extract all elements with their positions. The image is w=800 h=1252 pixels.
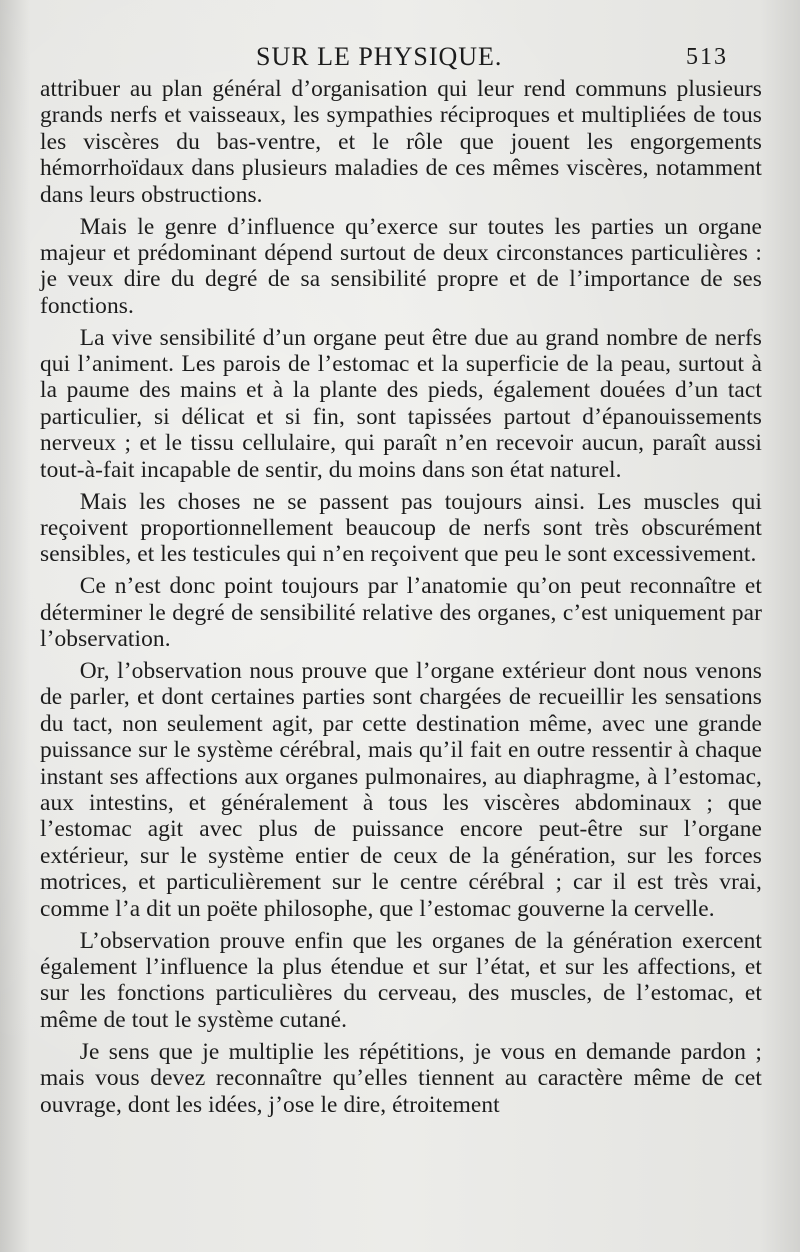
paragraph-8: Je sens que je multiplie les répétitions, je vous en demande pardon ; mais vous devez reconnaître qu’elles tiennent au caractère même de cet ouvrage, dont les idées, j’ose le dire, étroitement (40, 1038, 762, 1118)
body-text (40, 76, 762, 1123)
paragraph-5: Ce n’est donc point toujours par l’anatomie qu’on peut reconnaître et déterminer le degré de sensibilité relative des organes, c’est uniquement par l’observation. (40, 573, 762, 653)
paragraph-3: La vive sensibilité d’un organe peut être due au grand nombre de nerfs qui l’animent. Les parois de l’estomac et la superficie de la peau, surtout à la paume des mains et à la plante des pieds, également douées d’un tact particulier, si délicat et si fin, sont tapissées partout d’épanouissements nerveux ; et le tissu cellulaire, qui paraît n’en recevoir aucun, paraît aussi tout-à-fait incapable de sentir, du moins dans son état naturel. (40, 324, 762, 483)
running-title: SUR LE PHYSIQUE. (256, 42, 503, 71)
paragraph-6: Or, l’observation nous prouve que l’organe extérieur dont nous venons de parler, et dont certaines parties sont chargées de recueillir les sensations du tact, non seulement agit, par cette destination même, avec une grande puissance sur le système cérébral, mais qu’il fait en outre ressentir à chaque instant ses affections aux organes pulmonaires, au diaphragme, à l’estomac, aux intestins, et généralement à tous les viscères abdominaux ; que l’estomac agit avec plus de puissance encore peut-être sur l’organe extérieur, sur le système entier de ceux de la génération, sur les forces motrices, et particulièrement sur le centre cérébral ; car il est très vrai, comme l’a dit un poëte philosophe, que l’estomac gouverne la cervelle. (40, 658, 762, 922)
paragraph-2: Mais le genre d’influence qu’exerce sur toutes les parties un organe majeur et prédominant dépend surtout de deux circonstances particulières : je veux dire du degré de sa sensibilité propre et de l’importance de ses fonctions. (40, 213, 762, 319)
paragraph-7: L’observation prouve enfin que les organes de la génération exercent également l’influence la plus étendue et sur l’état, et sur les affections, et sur les fonctions particulières du cerveau, des muscles, de l’estomac, et même de tout le système cutané. (40, 927, 762, 1033)
paragraph-4: Mais les choses ne se passent pas toujours ainsi. Les muscles qui reçoivent proportionnellement beaucoup de nerfs sont très obscurément sensibles, et les testicules qui n’en reçoivent que peu le sont excessivement. (40, 488, 762, 568)
paragraph-1: attribuer au plan général d’organisation qui leur rend communs plusieurs grands nerfs et vaisseaux, les sympathies réciproques et multipliées de tous les viscères du bas-ventre, et le rôle que jouent les engorgements hémorrhoïdaux dans plusieurs maladies de ces mêmes viscères, notamment dans leurs obstructions. (40, 76, 762, 208)
page-header (0, 42, 800, 76)
page-number: 513 (686, 44, 728, 70)
